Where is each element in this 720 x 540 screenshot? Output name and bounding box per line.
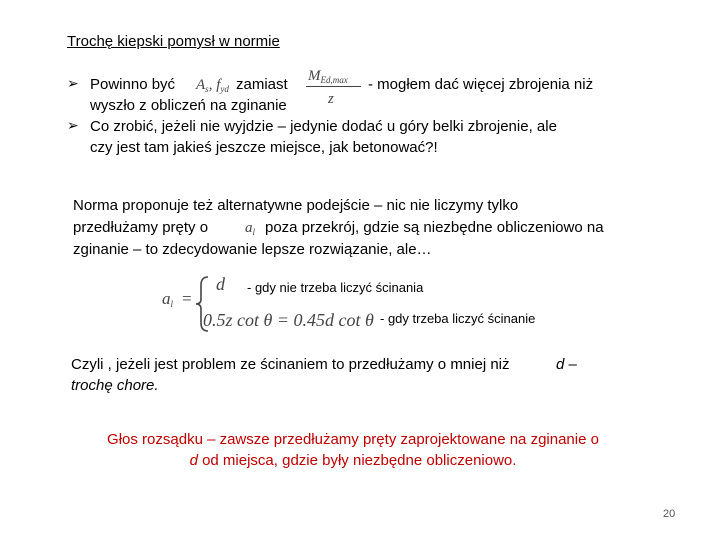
bullet1-text-end: - mogłem dać więcej zbrojenia niż (368, 76, 594, 93)
cases-lhs: $a_l$ (162, 289, 174, 309)
fraction-bar (306, 86, 361, 87)
conclusion-line2: trochę chore. (71, 377, 159, 394)
bullet1-text-start: Powinno być (90, 76, 176, 93)
case2-expression: 0.5z cot θ = 0.45d cot θ (203, 310, 374, 330)
cases-equals: = (182, 289, 192, 308)
arrow-bullet-icon: ➢ (67, 118, 79, 134)
arrow-bullet-icon: ➢ (67, 76, 79, 92)
red-note-line2-rest: od miejsca, gdzie były niezbędne obliczeniowo. (202, 452, 517, 469)
fraction-numerator: $M_{Ed,max}$ (308, 68, 348, 85)
norm-line2-start: przedłużamy pręty o (73, 219, 209, 236)
bullet2-line2: czy jest tam jakieś jeszcze miejsce, jak betonować?! (90, 139, 438, 156)
formula-as-fyd: $A_s$, $f_{yd}$ (196, 77, 229, 94)
symbol-al: $a_l$ (245, 220, 256, 237)
conclusion-line1-d: d – (556, 356, 577, 373)
bullet1-line2: wyszło z obliczeń na zginanie (90, 97, 287, 114)
case2-note: - gdy trzeba liczyć ścinanie (380, 311, 536, 326)
page-number: 20 (663, 508, 676, 520)
norm-line2-end: poza przekrój, gdzie są niezbędne obliczeniowo na (265, 219, 604, 236)
conclusion-line1: Czyli , jeżeli jest problem ze ścinaniem to przedłużamy o mniej niż (71, 356, 510, 373)
red-note-line1: Głos rozsądku – zawsze przedłużamy pręty zaprojektowane na zginanie o (107, 431, 599, 448)
norm-line1: Norma proponuje też alternatywne podejście – nic nie liczymy tylko (73, 197, 519, 214)
red-note-line2 (53, 451, 653, 471)
page-heading: Trochę kiepski pomysł w normie (67, 33, 280, 50)
bullet1-text-zamiast: zamiast (236, 76, 288, 93)
norm-line3: zginanie – to zdecydowanie lepsze rozwiązanie, ale… (73, 241, 432, 258)
red-note-d: d (189, 452, 198, 469)
fraction-denominator: z (328, 91, 334, 107)
case1-expression: d (216, 274, 225, 294)
case1-note: - gdy nie trzeba liczyć ścinania (247, 280, 424, 295)
bullet2-line1: Co zrobić, jeżeli nie wyjdzie – jedynie dodać u góry belki zbrojenie, ale (90, 118, 557, 135)
